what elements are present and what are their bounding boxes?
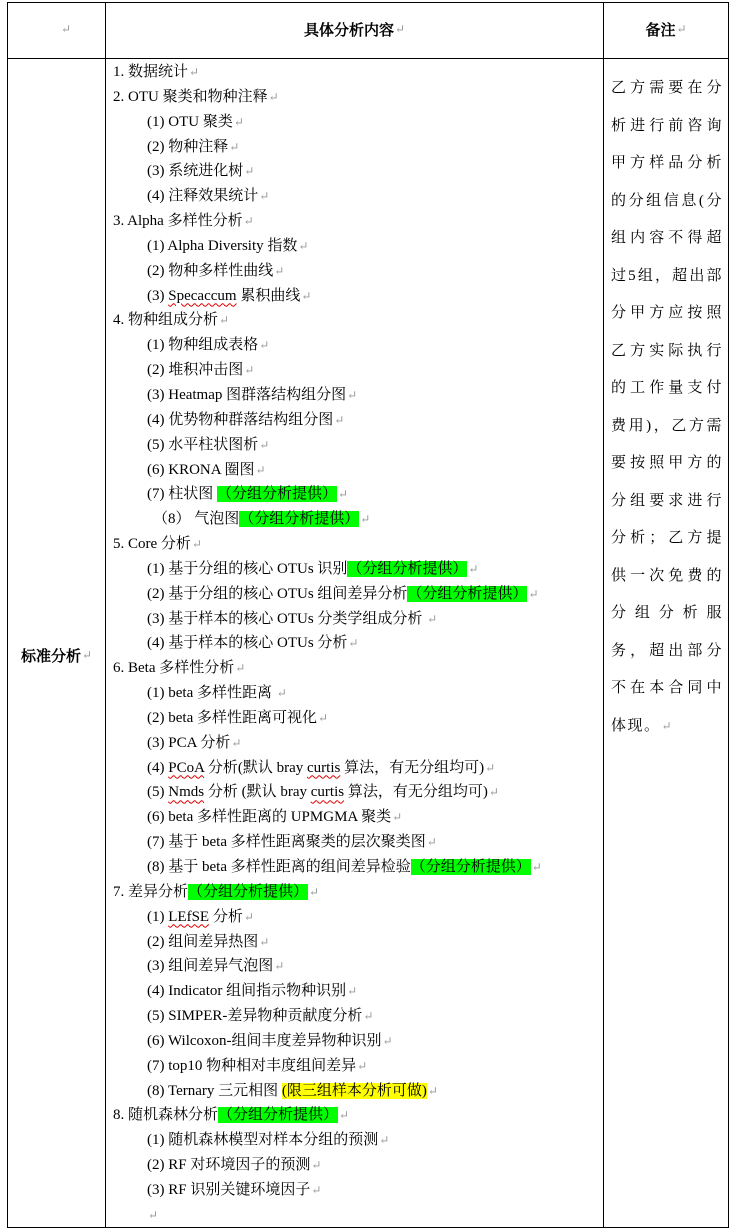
highlight-note: （分组分析提供）	[239, 511, 360, 528]
list-item	[113, 855, 599, 880]
return-mark: ↵	[488, 785, 499, 800]
return-mark: ↵	[348, 636, 359, 651]
return-mark: ↵	[259, 934, 270, 949]
return-mark: ↵	[189, 65, 200, 79]
return-mark: ↵	[301, 288, 312, 303]
list-item-text: (3) 组间差异气泡图	[147, 958, 274, 975]
spellcheck-word: Nmds	[168, 784, 205, 801]
list-item	[113, 482, 599, 507]
return-mark: ↵	[219, 313, 230, 328]
list-item	[113, 1029, 599, 1054]
return-mark: ↵	[357, 1058, 368, 1073]
list-item-section	[113, 880, 599, 905]
list-item	[113, 159, 599, 184]
return-mark: ↵	[259, 437, 270, 452]
list-item-text: (1) 随机森林模型对样本分组的预测	[147, 1132, 379, 1149]
list-item-text: (8) 基于 beta 多样性距离的组间差异检验	[147, 859, 411, 875]
return-mark: ↵	[379, 1133, 390, 1148]
return-mark: ↵	[360, 512, 371, 527]
list-item-text: (3) 基于样本的核心 OTUs 分类学组成分析	[147, 610, 427, 627]
list-item-text: (5) SIMPER-差异物种贡献度分析	[147, 1008, 363, 1025]
spellcheck-word: curtis	[307, 759, 341, 776]
list-item-text: (4) 注释效果统计	[147, 188, 259, 205]
list-item-text: (5) Nmds 分析 (默认 bray curtis 算法，有无分组均可)	[147, 784, 488, 801]
list-item-text: (6) Wilcoxon-组间丰度差异物种识别	[147, 1032, 382, 1049]
list-item-section	[113, 209, 599, 234]
list-item-text: (3) Specaccum 累积曲线	[147, 287, 301, 304]
list-item	[113, 1128, 599, 1153]
list-item	[113, 780, 599, 805]
return-mark: ↵	[235, 661, 246, 676]
list-item-text: 7. 差异分析	[113, 883, 189, 900]
list-item	[113, 408, 599, 433]
spellcheck-word: Specaccum	[168, 287, 237, 304]
list-item	[113, 582, 599, 607]
list-item-text: (4) PCoA 分析(默认 bray curtis 算法，有无分组均可)	[147, 759, 485, 776]
highlight-note: （分组分析提供）	[218, 1107, 339, 1124]
list-item-text: 8. 随机森林分析	[113, 1107, 219, 1124]
highlight-note: （分组分析提供）	[347, 560, 468, 577]
list-item	[113, 1178, 599, 1203]
list-item-text: (2) RF 对环境因子的预测	[147, 1157, 311, 1174]
return-mark: ↵	[661, 718, 674, 733]
list-item-text: (1) beta 多样性距离	[147, 685, 276, 702]
return-mark: ↵	[191, 537, 202, 552]
list-item-text: (4) 优势物种群落结构组分图	[147, 411, 334, 428]
return-mark: ↵	[243, 909, 254, 924]
list-item	[113, 383, 599, 408]
list-item-section	[113, 85, 599, 110]
list-item	[113, 681, 599, 706]
return-mark: ↵	[231, 735, 242, 750]
return-mark: ↵	[259, 189, 270, 204]
list-item-text: (1) LEfSE 分析	[147, 908, 243, 925]
spellcheck-word: LEfSE	[168, 908, 210, 925]
return-mark: ↵	[274, 263, 285, 278]
list-item	[113, 458, 599, 483]
return-mark: ↵	[243, 214, 254, 229]
list-item-text: (3) 系统进化树	[147, 163, 244, 180]
return-mark: ↵	[531, 860, 542, 874]
return-mark: ↵	[676, 21, 687, 36]
list-item-text: 1. 数据统计	[113, 64, 189, 80]
list-item-text: (7) 柱状图	[147, 486, 217, 503]
header-cell-empty	[7, 0, 105, 58]
list-item	[113, 507, 599, 532]
list-item-text: (4) Indicator 组间指示物种识别	[147, 983, 347, 1000]
list-item-text: (5) 水平柱状图析	[147, 436, 259, 453]
list-item	[113, 706, 599, 731]
return-mark: ↵	[468, 561, 479, 576]
list-item-text: (1) OTU 聚类	[147, 113, 233, 130]
highlight-note: （分组分析提供）	[407, 585, 528, 602]
list-item	[113, 1153, 599, 1178]
return-mark: ↵	[244, 164, 255, 179]
return-mark: ↵	[334, 412, 345, 427]
list-item	[113, 1054, 599, 1079]
list-item	[113, 135, 599, 160]
return-mark: ↵	[338, 487, 349, 502]
header-col2-text: 具体分析内容	[303, 22, 394, 39]
list-item-text: 5. Core 分析	[113, 536, 191, 553]
highlight-note: （分组分析提供）	[188, 883, 309, 900]
return-mark: ↵	[309, 884, 320, 899]
return-mark: ↵	[268, 89, 279, 104]
table-right-border	[728, 2, 729, 1228]
note-cell	[611, 70, 723, 745]
return-mark: ↵	[298, 238, 309, 253]
return-mark: ↵	[347, 387, 358, 402]
return-mark: ↵	[60, 21, 71, 36]
list-item-section	[113, 656, 599, 681]
list-item	[113, 358, 599, 383]
note-text: 乙方需要在分析进行前咨询甲方样品分析的分组信息(分组内容不得超过5组，超出部分甲方应按照乙方实际执行的工作量支付费用)，乙方需要按照甲方的分组要求进行分析；乙方提供一次免费的分组分析服务，超出部分不在本合同中体现。	[611, 80, 723, 734]
list-item-text: 3. Alpha 多样性分析	[113, 213, 243, 230]
header-bottom-border	[7, 58, 729, 59]
list-item-text: (8) Ternary 三元相图	[147, 1082, 282, 1099]
return-mark: ↵	[311, 1158, 322, 1173]
list-item-section	[113, 308, 599, 333]
column-divider-2	[603, 2, 604, 1228]
list-item	[113, 756, 599, 781]
row-label-cell	[7, 630, 106, 680]
return-mark: ↵	[311, 1182, 322, 1197]
return-mark: ↵	[339, 1108, 350, 1123]
table-left-border	[7, 2, 8, 1228]
spellcheck-word: PCoA	[168, 759, 205, 776]
return-mark: ↵	[392, 810, 403, 825]
list-item-text: (3) Heatmap 图群落结构组分图	[147, 386, 347, 403]
list-item	[113, 631, 599, 656]
list-item-text: (2) beta 多样性距离可视化	[147, 709, 317, 726]
list-item	[113, 259, 599, 284]
list-item	[113, 979, 599, 1004]
list-item	[113, 731, 599, 756]
return-mark: ↵	[394, 21, 406, 36]
spellcheck-word: curtis	[310, 784, 345, 801]
list-item-text: 2. OTU 聚类和物种注释	[113, 88, 268, 105]
list-item-text: (2) 组间差异热图	[147, 933, 259, 950]
list-item-text: (4) 基于样本的核心 OTUs 分析	[147, 635, 348, 652]
list-item-text: (1) Alpha Diversity 指数	[147, 237, 298, 254]
list-item	[113, 110, 599, 135]
list-item-section	[113, 1103, 599, 1128]
highlight-note: (限三组样本分析可做)	[281, 1082, 427, 1099]
return-mark: ↵	[148, 1207, 159, 1222]
return-mark: ↵	[233, 114, 244, 129]
list-item	[113, 333, 599, 358]
list-item	[113, 433, 599, 458]
return-mark: ↵	[276, 686, 287, 701]
return-mark: ↵	[528, 586, 539, 601]
list-item-section	[113, 532, 599, 557]
list-item-text: (6) beta 多样性距离的 UPMGMA 聚类	[147, 809, 392, 826]
return-mark: ↵	[255, 462, 266, 477]
list-item	[113, 930, 599, 955]
return-mark: ↵	[244, 363, 255, 378]
list-item-text: (7) 基于 beta 多样性距离聚类的层次聚类图	[147, 834, 426, 851]
return-mark: ↵	[485, 760, 496, 775]
list-item	[113, 607, 599, 632]
return-mark: ↵	[259, 338, 270, 353]
header-col3-text: 备注	[645, 22, 676, 39]
list-item-text: (2) 物种注释	[147, 138, 229, 155]
highlight-note: （分组分析提供）	[410, 859, 531, 875]
list-item-text: 6. Beta 多样性分析	[113, 660, 235, 677]
column-divider-1	[105, 2, 106, 1228]
list-item-text: (1) 基于分组的核心 OTUs 识别	[147, 560, 348, 577]
return-mark: ↵	[382, 1033, 393, 1048]
list-item	[113, 234, 599, 259]
return-mark: ↵	[229, 139, 240, 154]
return-mark: ↵	[317, 710, 329, 725]
return-mark: ↵	[427, 1083, 438, 1098]
list-item-text: (6) KRONA 圈图	[147, 461, 255, 478]
return-mark: ↵	[427, 611, 438, 626]
return-mark: ↵	[426, 835, 437, 850]
list-item-text: （8） 气泡图	[153, 511, 240, 528]
list-item	[113, 184, 599, 209]
list-item	[113, 830, 599, 855]
analysis-item-list	[113, 60, 599, 1228]
header-cell-content	[106, 0, 603, 58]
highlight-note: （分组分析提供）	[217, 486, 338, 503]
row-label-text: 标准分析	[20, 648, 81, 665]
list-item-text: (2) 堆积冲击图	[147, 362, 244, 379]
list-item	[113, 805, 599, 830]
list-item	[113, 284, 599, 309]
list-item	[113, 557, 599, 582]
list-item-text: (3) PCA 分析	[147, 734, 231, 751]
list-item-text: (2) 物种多样性曲线	[147, 262, 274, 279]
return-mark: ↵	[274, 959, 285, 974]
list-item	[113, 954, 599, 979]
list-item	[113, 905, 599, 930]
return-mark: ↵	[81, 647, 93, 662]
list-item-text: (7) top10 物种相对丰度组间差异	[147, 1057, 357, 1074]
list-item-text: (2) 基于分组的核心 OTUs 组间差异分析	[147, 585, 408, 602]
return-mark: ↵	[363, 1009, 374, 1024]
list-item-text: 4. 物种组成分析	[113, 312, 219, 329]
header-cell-note	[604, 0, 728, 58]
list-item	[113, 1079, 599, 1104]
return-mark: ↵	[347, 984, 358, 999]
list-item-text: (3) RF 识别关键环境因子	[147, 1181, 311, 1198]
list-item	[113, 1203, 599, 1228]
list-item-section	[113, 60, 599, 85]
list-item	[113, 1004, 599, 1029]
list-item-text: (1) 物种组成表格	[147, 337, 259, 354]
